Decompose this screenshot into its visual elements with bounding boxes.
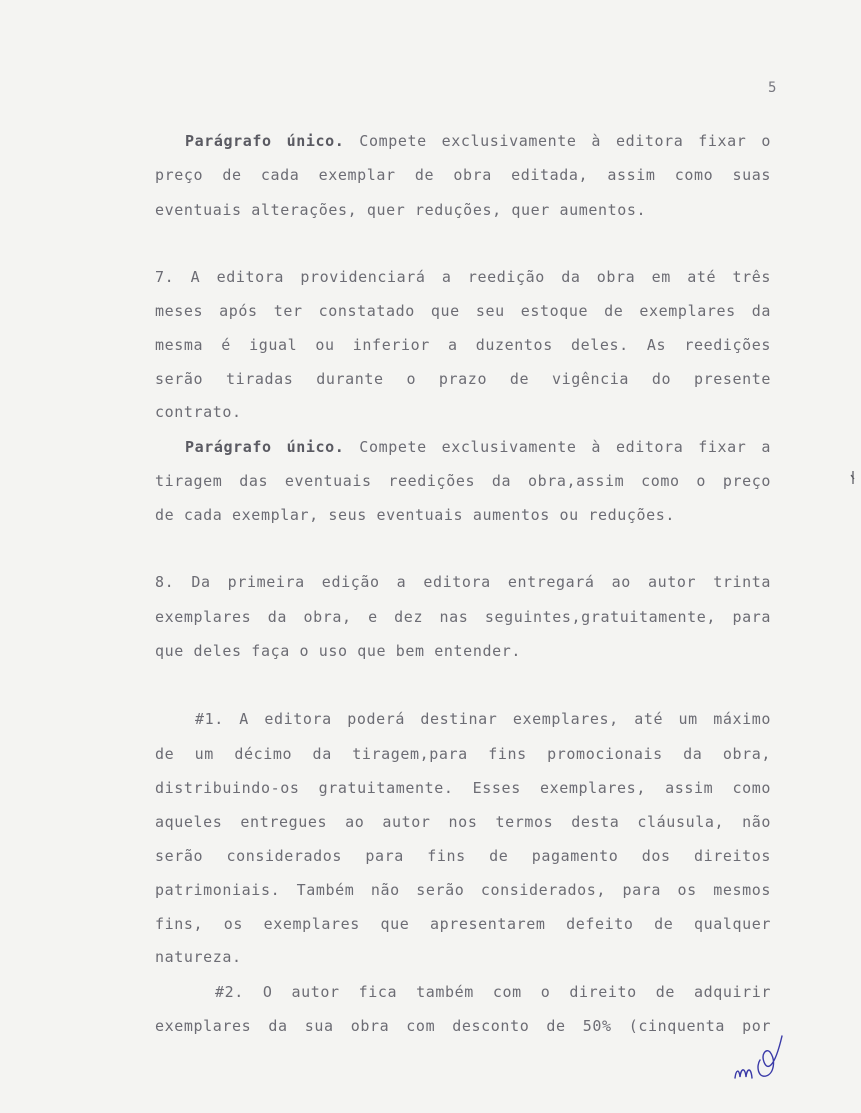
text-line: tiragem das eventuais reedições da obra,assim como o preço bbox=[155, 472, 771, 490]
text-line: patrimoniais. Também não serão considerados, para os mesmos bbox=[155, 881, 771, 899]
line-text: Compete exclusivamente à editora fixar a bbox=[344, 438, 771, 456]
text-line: serão tiradas durante o prazo de vigência do presente bbox=[155, 370, 771, 388]
text-line: preço de cada exemplar de obra editada, assim como suas bbox=[155, 166, 771, 184]
text-line: eventuais alterações, quer reduções, quer aumentos. bbox=[155, 201, 647, 219]
text-line: fins, os exemplares que apresentarem defeito de qualquer bbox=[155, 915, 771, 933]
text-line: exemplares da sua obra com desconto de 50% (cinquenta por bbox=[155, 1017, 771, 1035]
text-line: #1. A editora poderá destinar exemplares, até um máximo bbox=[195, 710, 771, 728]
text-line: aqueles entregues ao autor nos termos desta cláusula, não bbox=[155, 813, 771, 831]
paragraph-heading: Parágrafo único. bbox=[185, 132, 345, 150]
paragraph-heading: Parágrafo único. bbox=[185, 438, 345, 456]
text-line: que deles faça o uso que bem entender. bbox=[155, 642, 521, 660]
margin-mark-icon bbox=[850, 470, 856, 486]
text-line: 8. Da primeira edição a editora entregará ao autor trinta bbox=[155, 573, 771, 591]
line-text: Compete exclusivamente à editora fixar o bbox=[344, 132, 771, 150]
text-line: meses após ter constatado que seu estoque de exemplares da bbox=[155, 302, 771, 320]
text-line: distribuindo-os gratuitamente. Esses exemplares, assim como bbox=[155, 779, 771, 797]
text-line: de um décimo da tiragem,para fins promocionais da obra, bbox=[155, 745, 771, 763]
signature-initials-icon bbox=[730, 1030, 790, 1090]
text-line: 7. A editora providenciará a reedição da obra em até três bbox=[155, 268, 771, 286]
text-line: exemplares da obra, e dez nas seguintes,gratuitamente, para bbox=[155, 608, 771, 626]
text-line: contrato. bbox=[155, 403, 242, 421]
text-line: de cada exemplar, seus eventuais aumentos ou reduções. bbox=[155, 506, 676, 524]
text-line: natureza. bbox=[155, 948, 242, 966]
text-line bbox=[185, 130, 771, 152]
text-line bbox=[185, 436, 771, 458]
text-line: #2. O autor fica também com o direito de adquirir bbox=[215, 983, 771, 1001]
text-line: serão considerados para fins de pagamento dos direitos bbox=[155, 847, 771, 865]
page-number: 5 bbox=[768, 80, 778, 96]
text-line: mesma é igual ou inferior a duzentos deles. As reedições bbox=[155, 336, 771, 354]
